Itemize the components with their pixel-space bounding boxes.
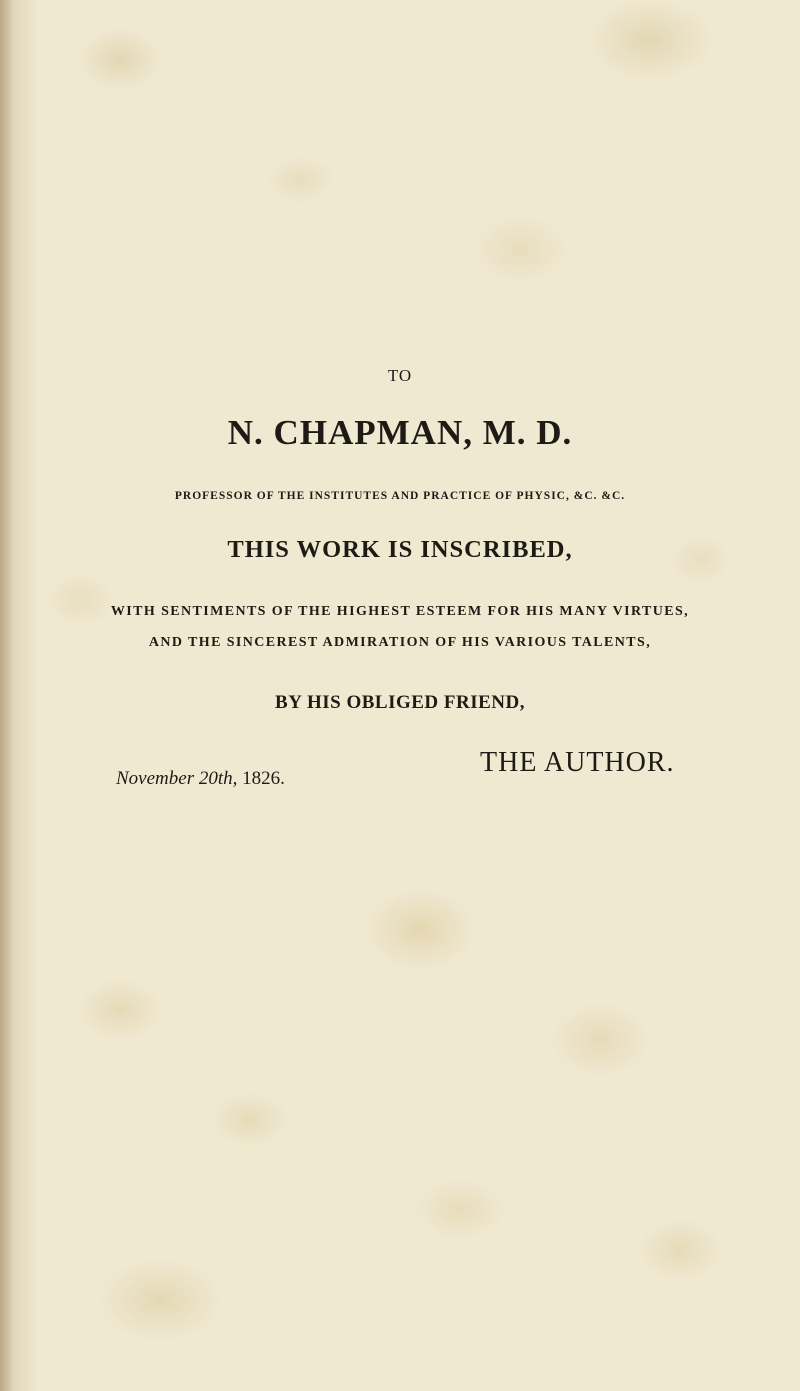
dedicatee-title: PROFESSOR OF THE INSTITUTES AND PRACTICE OF PHYSIC, &C. &C.	[174, 490, 626, 502]
date-year: 1826.	[242, 768, 285, 789]
sentiments-line-1: WITH SENTIMENTS OF THE HIGHEST ESTEEM FOR HIS MANY VIRTUES,	[110, 604, 690, 619]
dedication-to: TO	[387, 366, 413, 385]
inscription-heading: THIS WORK IS INSCRIBED,	[227, 536, 573, 563]
obliged-friend-line: BY HIS OBLIGED FRIEND,	[275, 692, 525, 713]
sentiments-line-2: AND THE SINCEREST ADMIRATION OF HIS VARIOUS TALENTS,	[148, 635, 652, 650]
author-signature: THE AUTHOR.	[480, 747, 675, 778]
dedicatee-name: N. CHAPMAN, M. D.	[227, 413, 573, 452]
date-month-day: November 20th,	[116, 768, 238, 789]
dedication-date	[116, 768, 285, 790]
